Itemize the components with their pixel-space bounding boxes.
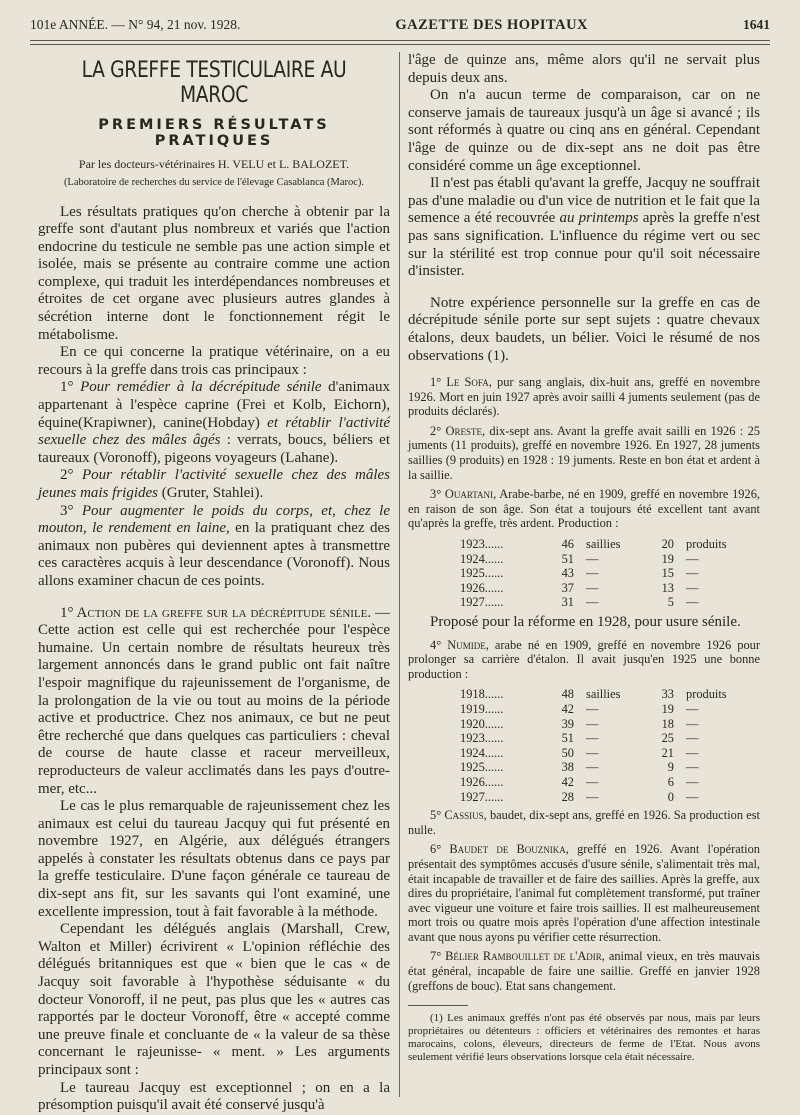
production-row xyxy=(454,687,744,702)
unit-cell: — xyxy=(686,580,699,595)
produits-cell: 19 xyxy=(661,551,674,566)
unit-cell: — xyxy=(586,595,599,610)
unit-cell: — xyxy=(586,745,599,760)
produits-cell: 0 xyxy=(667,789,674,804)
unit-cell: — xyxy=(586,731,599,746)
right-column xyxy=(408,52,760,1064)
production-row xyxy=(454,702,744,717)
year-cell: 1920...... xyxy=(460,716,504,731)
affiliation: (Laboratoire de recherches du service de l'élevage Casablanca (Maroc). xyxy=(63,177,365,188)
saillies-cell: 51 xyxy=(561,731,574,746)
production-row xyxy=(454,746,744,761)
section-paragraph xyxy=(38,605,390,799)
unit-cell: — xyxy=(686,760,699,775)
unit-cell: — xyxy=(586,566,599,581)
case-emphasis: Pour augmenter le poids du corps, et, chez le mouton, le rendement en laine xyxy=(38,502,391,537)
body-paragraph: Le cas le plus remarquable de rajeunissement chez les animaux est celui du taureau Jacquy qui fut présenté en novembre 1927, en Algérie, aux délégués étrangers appelés à constater les résultats obtenus dans ce pays par la greffe testiculaire. D'une façon générale ce taureau de dix-sept ans fit, sur les savants qui l'ont examiné, une excellente impression, tout à fait favorable à la méthode. xyxy=(38,798,390,920)
header-rule xyxy=(30,40,770,45)
body-paragraph xyxy=(408,175,760,281)
unit-cell: — xyxy=(686,789,699,804)
unit-cell: — xyxy=(686,745,699,760)
section-gap xyxy=(408,281,760,295)
observation-item: 4° Numide, arabe né en 1909, greffé en novembre 1926 pour prolonger sa carrière d'étalon. Il avait jusqu'en 1925 une bonne production : xyxy=(408,637,760,681)
production-row xyxy=(454,581,744,596)
unit-cell: — xyxy=(586,789,599,804)
intro-paragraph: Les résultats pratiques qu'on cherche à obtenir par la greffe sont d'autant plus nombreux et variés que l'action endocrine du testicule ne semble pas une action simple et isolée, mais se présente au contraire comme une action complexe, qui traduit les interdépendances nombreuses et étroites de cet organe avec plusieurs autres glandes à sécrétion interne dont le fonctionnement régit le métabolisme. xyxy=(38,203,390,343)
page-number: 1641 xyxy=(743,17,770,32)
body-paragraph: l'âge de quinze ans, même alors qu'il ne servait plus depuis deux ans. xyxy=(408,52,760,86)
unit-cell: — xyxy=(586,716,599,731)
saillies-cell: 37 xyxy=(561,580,574,595)
year-cell: 1926...... xyxy=(460,774,504,789)
case-text: d'animaux appartenant à l'espèce caprine (Frei et Kolb, Eichorn), équine(Krapiwner), canine(Hobday) xyxy=(38,379,390,431)
saillies-cell: 50 xyxy=(561,745,574,760)
observation-item: 2° Oreste, dix-sept ans. Avant la greffe avait sailli en 1926 : 25 juments (11 produits), greffé en novembre 1926. En 1927, 28 juments saillies (9 produits) en 1928 : 19 juments. Reste en bon état et ardent à la saillie. xyxy=(408,423,761,482)
animal-name: Baudet de Bouznika xyxy=(449,842,566,857)
left-column xyxy=(38,52,390,1115)
section-text: — Cette action est celle qui est recherchée pour l'espèce humaine. Un certain nombre de résultats heureux très largement annoncés dans le grand public ont fait naître l'espoir magnifique du rajeunissement de l'organisme, de la prolongation de la vie ou tout au moins de la période active et productrice. Chez nos animaux, ce but ne peut être recherché que dans quelques cas particuliers : cheval de course de haute classe et raceur merveilleux, reproducteurs de valeur acclimatés dans les pays d'outre-mer, etc... xyxy=(38,604,391,797)
horse-name: Ouartani xyxy=(444,487,494,502)
year-cell: 1927...... xyxy=(460,595,504,610)
observation-item: 3° Ouartani, Arabe-barbe, né en 1909, greffé en novembre 1926, en raison de son âge. Son état a toujours été excellent tant avant qu'après la greffe, très ardent. Production : xyxy=(408,487,760,531)
observation-item: 6° Baudet de Bouznika, greffé en 1926. Avant l'opération présentait des symptômes accusés d'usure sénile, s'alimentait très mal, était incapable de travailler et de faire des saillies. Après la greffe, aux dires du propriétaire, l'animal fut complètement transformé, put traîner avec vigueur une voiture et faire trois saillies. Il est malheureusement mort trois ou quatre mois après l'opération d'une affection intestinale avant que nous ayons pu vérifier cette résurrection. xyxy=(408,842,760,944)
saillies-cell: 42 xyxy=(561,774,574,789)
article-title: LA GREFFE TESTICULAIRE AU MAROC xyxy=(81,58,347,108)
production-row xyxy=(454,790,744,805)
unit-cell: — xyxy=(586,760,599,775)
saillies-cell: 38 xyxy=(561,760,574,775)
issue-info: 101e ANNÉE. — N° 94, 21 nov. 1928. xyxy=(30,17,241,32)
produits-cell: 18 xyxy=(661,716,674,731)
year-cell: 1923...... xyxy=(460,537,504,552)
produits-cell: 6 xyxy=(667,774,674,789)
body-paragraph: Cependant les délégués anglais (Marshall, Crew, Walton et Miller) écrivirent « L'opinion réfléchie des délégués britanniques est que « bien que le cas « de Jacquy soit favorable à l'hypothèse séduisante « du docteur Vonoroff, il ne peut, pas plus que les « autres cas rapportés par le docteur Voronoff, être « accepté comme une preuve finale et concluante de « la valeur de sa thèse concernant le rajeunisse- « ment. » Les arguments principaux sont : xyxy=(38,921,390,1078)
production-row xyxy=(454,775,744,790)
unit-cell: — xyxy=(686,551,699,566)
reform-note: Proposé pour la réforme en 1928, pour usure sénile. xyxy=(430,614,741,630)
body-text: après la greffe n'est pas sans signification. L'influence du régime vert ou sec sur la stérilité est trop connue pour qu'il soit nécessaire d'insister. xyxy=(408,210,761,280)
year-cell: 1924...... xyxy=(460,745,504,760)
unit-cell: — xyxy=(586,580,599,595)
unit-cell: — xyxy=(586,774,599,789)
unit-cell: — xyxy=(686,774,699,789)
produits-cell: 21 xyxy=(661,745,674,760)
horse-name: Le Sofa xyxy=(446,375,489,390)
case-emphasis: et rétablir l'activité sexuelle chez des mâles âgés xyxy=(38,414,390,449)
observation-text: , greffé en 1926. Avant l'opération présentait des symptômes accusés d'usure sénile, s'alimentait très mal, était incapable de travailler et de faire des saillies. Après la greffe, aux dires du propriétaire, l'animal fut complètement transformé, put traîner avec vigueur une voiture et faire trois saillies. Il est malheureusement mort trois ou quatre mois après l'opération d'une affection intestinale avant que nous ayons pu vérifier cette résurrection. xyxy=(408,842,760,944)
year-cell: 1927...... xyxy=(460,789,504,804)
article-subtitle: PREMIERS RÉSULTATS PRATIQUES xyxy=(98,117,330,149)
case-emphasis: Pour remédier à la décrépitude sénile xyxy=(80,379,322,396)
case-number: 3° xyxy=(60,502,74,519)
year-cell: 1923...... xyxy=(460,731,504,746)
unit-cell: — xyxy=(686,701,699,716)
unit-cell: — xyxy=(586,701,599,716)
year-cell: 1919...... xyxy=(460,701,504,716)
publication-title: GAZETTE DES HOPITAUX xyxy=(395,16,589,33)
saillies-cell: 43 xyxy=(561,566,574,581)
observation-item: 1° Le Sofa, pur sang anglais, dix-huit ans, greffé en novembre 1926. Mort en juin 1927 après avoir sailli 4 juments seulement (pas de produits déclarés). xyxy=(408,375,760,419)
production-row xyxy=(454,552,744,567)
unit-cell: — xyxy=(686,716,699,731)
horse-name: Oreste xyxy=(445,423,482,438)
production-row xyxy=(454,595,744,610)
produits-cell: 5 xyxy=(667,595,674,610)
footnote-rule xyxy=(408,1005,468,1006)
animal-name: Cassius xyxy=(444,808,484,823)
case-text: : verrats, boucs, béliers et taureaux (Voronoff), pigeons voyageurs (Lahane). xyxy=(38,432,390,466)
column-divider xyxy=(399,52,400,1097)
unit-cell: — xyxy=(586,551,599,566)
produits-cell: 15 xyxy=(661,566,674,581)
saillies-cell: 42 xyxy=(561,701,574,716)
case-emphasis: Pour rétablir l'activité sexuelle chez des mâles jeunes mais frigides xyxy=(38,467,391,501)
animal-name: Bélier Rambouillet de l'Adir xyxy=(445,949,602,964)
intro-paragraph: En ce qui concerne la pratique vétérinaire, on a eu recours à la greffe dans trois cas principaux : xyxy=(38,344,390,378)
saillies-cell: 39 xyxy=(561,716,574,731)
footnote: (1) Les animaux greffés n'ont pas été observés par nous, mais par leurs propriétaires ou détenteurs : officiers et vétérinaires des remontes et haras marocains, colons, éleveurs, directeurs de ferme de l'Etat. Nous avons seulement vérifié leurs observations lorsque cela était nécessaire. xyxy=(408,1012,760,1064)
saillies-cell: 46 xyxy=(561,537,574,552)
page-header xyxy=(30,14,770,36)
body-text: Il n'est pas établi qu'avant la greffe, Jacquy ne souffrait pas d'une maladie ou d'un vice de nutrition et le fait que la semence a été recouvrée xyxy=(408,175,760,227)
year-cell: 1918...... xyxy=(460,687,504,702)
year-cell: 1925...... xyxy=(460,760,504,775)
body-paragraph: Le taureau Jacquy est exceptionnel ; on en a la présomption puisqu'il avait été conservé jusqu'à xyxy=(38,1079,390,1114)
unit-cell: — xyxy=(686,566,699,581)
case-text: (Gruter, Stahlei). xyxy=(158,485,264,501)
case-number: 2° xyxy=(60,467,74,484)
unit-cell: — xyxy=(686,731,699,746)
observation-item: 5° Cassius, baudet, dix-sept ans, greffé en 1926. Sa production est nulle. xyxy=(408,808,760,837)
saillies-cell: 51 xyxy=(561,551,574,566)
production-table-ouartani xyxy=(454,537,744,610)
produits-cell: 25 xyxy=(661,731,674,746)
produits-cell: 13 xyxy=(661,580,674,595)
production-row xyxy=(454,717,744,732)
observation-text: , animal vieux, en très mauvais état général, incapable de faire une saillie. Greffé en janvier 1928 (greffons de bouc). Etat sans changement. xyxy=(408,949,761,993)
produits-cell: 20 xyxy=(661,537,674,552)
production-row xyxy=(454,760,744,775)
observation-text: , baudet, dix-sept ans, greffé en 1926. Sa production est nulle. xyxy=(408,808,760,837)
unit-cell: saillies xyxy=(586,687,621,702)
observation-item: 7° Bélier Rambouillet de l'Adir, animal vieux, en très mauvais état général, incapable de faire une saillie. Greffé en janvier 1928 (greffons de bouc). Etat sans changement. xyxy=(408,949,761,993)
section-gap xyxy=(38,591,390,605)
horse-name: Numide xyxy=(447,637,486,652)
observation-text: , arabe né en 1909, greffé en novembre 1926 pour prolonger sa carrière d'étalon. Il avait jusqu'en 1925 une bonne production : xyxy=(408,637,760,681)
body-paragraph: On n'a aucun terme de comparaison, car on ne conserve jamais de taureaux jusqu'à un âge si avancé ; ils sont réformés à quatre ou cinq ans en général. Cependant l'âge de quinze ou de dix-sept ans ne doit pas être considéré comme un âge exceptionnel. xyxy=(408,87,760,174)
byline: Par les docteurs-vétérinaires H. VELU et L. BALOZET. xyxy=(78,157,350,171)
production-table-numide xyxy=(454,687,744,804)
year-cell: 1926...... xyxy=(460,580,504,595)
unit-cell: produits xyxy=(686,537,727,552)
produits-cell: 9 xyxy=(667,760,674,775)
experience-paragraph: Notre expérience personnelle sur la greffe en cas de décrépitude sénile porte sur sept sujets : quatre chevaux étalons, deux baudets, un bélier. Voici le résumé de nos observations (1). xyxy=(408,294,760,364)
section-heading: 1° Action de la greffe sur la décrépitude sénile. xyxy=(60,604,372,621)
saillies-cell: 28 xyxy=(561,789,574,804)
production-row xyxy=(454,537,744,552)
year-cell: 1925...... xyxy=(460,566,504,581)
observation-text: , Arabe-barbe, né en 1909, greffé en novembre 1926, en raison de son âge. Son état a toujours été excellent tant avant qu'après la greffe, très ardent. Production : xyxy=(408,487,760,531)
case-item xyxy=(38,467,390,502)
case-item xyxy=(38,503,390,591)
production-row xyxy=(454,566,744,581)
case-item xyxy=(38,379,390,467)
case-number: 1° xyxy=(60,379,74,396)
body-emphasis: au printemps xyxy=(559,210,639,227)
produits-cell: 33 xyxy=(661,687,674,702)
saillies-cell: 31 xyxy=(561,595,574,610)
unit-cell: produits xyxy=(686,687,727,702)
produits-cell: 19 xyxy=(661,701,674,716)
production-row xyxy=(454,731,744,746)
year-cell: 1924...... xyxy=(460,551,504,566)
unit-cell: saillies xyxy=(586,537,621,552)
unit-cell: — xyxy=(686,595,699,610)
observation-text: , pur sang anglais, dix-huit ans, greffé en novembre 1926. Mort en juin 1927 après avoir sailli 4 juments seulement (pas de produits déclarés). xyxy=(408,375,760,419)
saillies-cell: 48 xyxy=(561,687,574,702)
observation-text: , dix-sept ans. Avant la greffe avait sailli en 1926 : 25 juments (11 produits), greffé en novembre 1926. En 1927, 28 juments saillies (9 produits) en 1928 : 19 juments. Reste en bon état et ardent à la saillie. xyxy=(408,423,761,482)
case-text: , en la pratiquant chez des animaux non pubères qui deviennent aptes à transmettre ces caractères acquis à leur descendance (Voronoff). Nous allons examiner chacun de ces points. xyxy=(38,520,391,589)
spacer xyxy=(408,365,760,375)
